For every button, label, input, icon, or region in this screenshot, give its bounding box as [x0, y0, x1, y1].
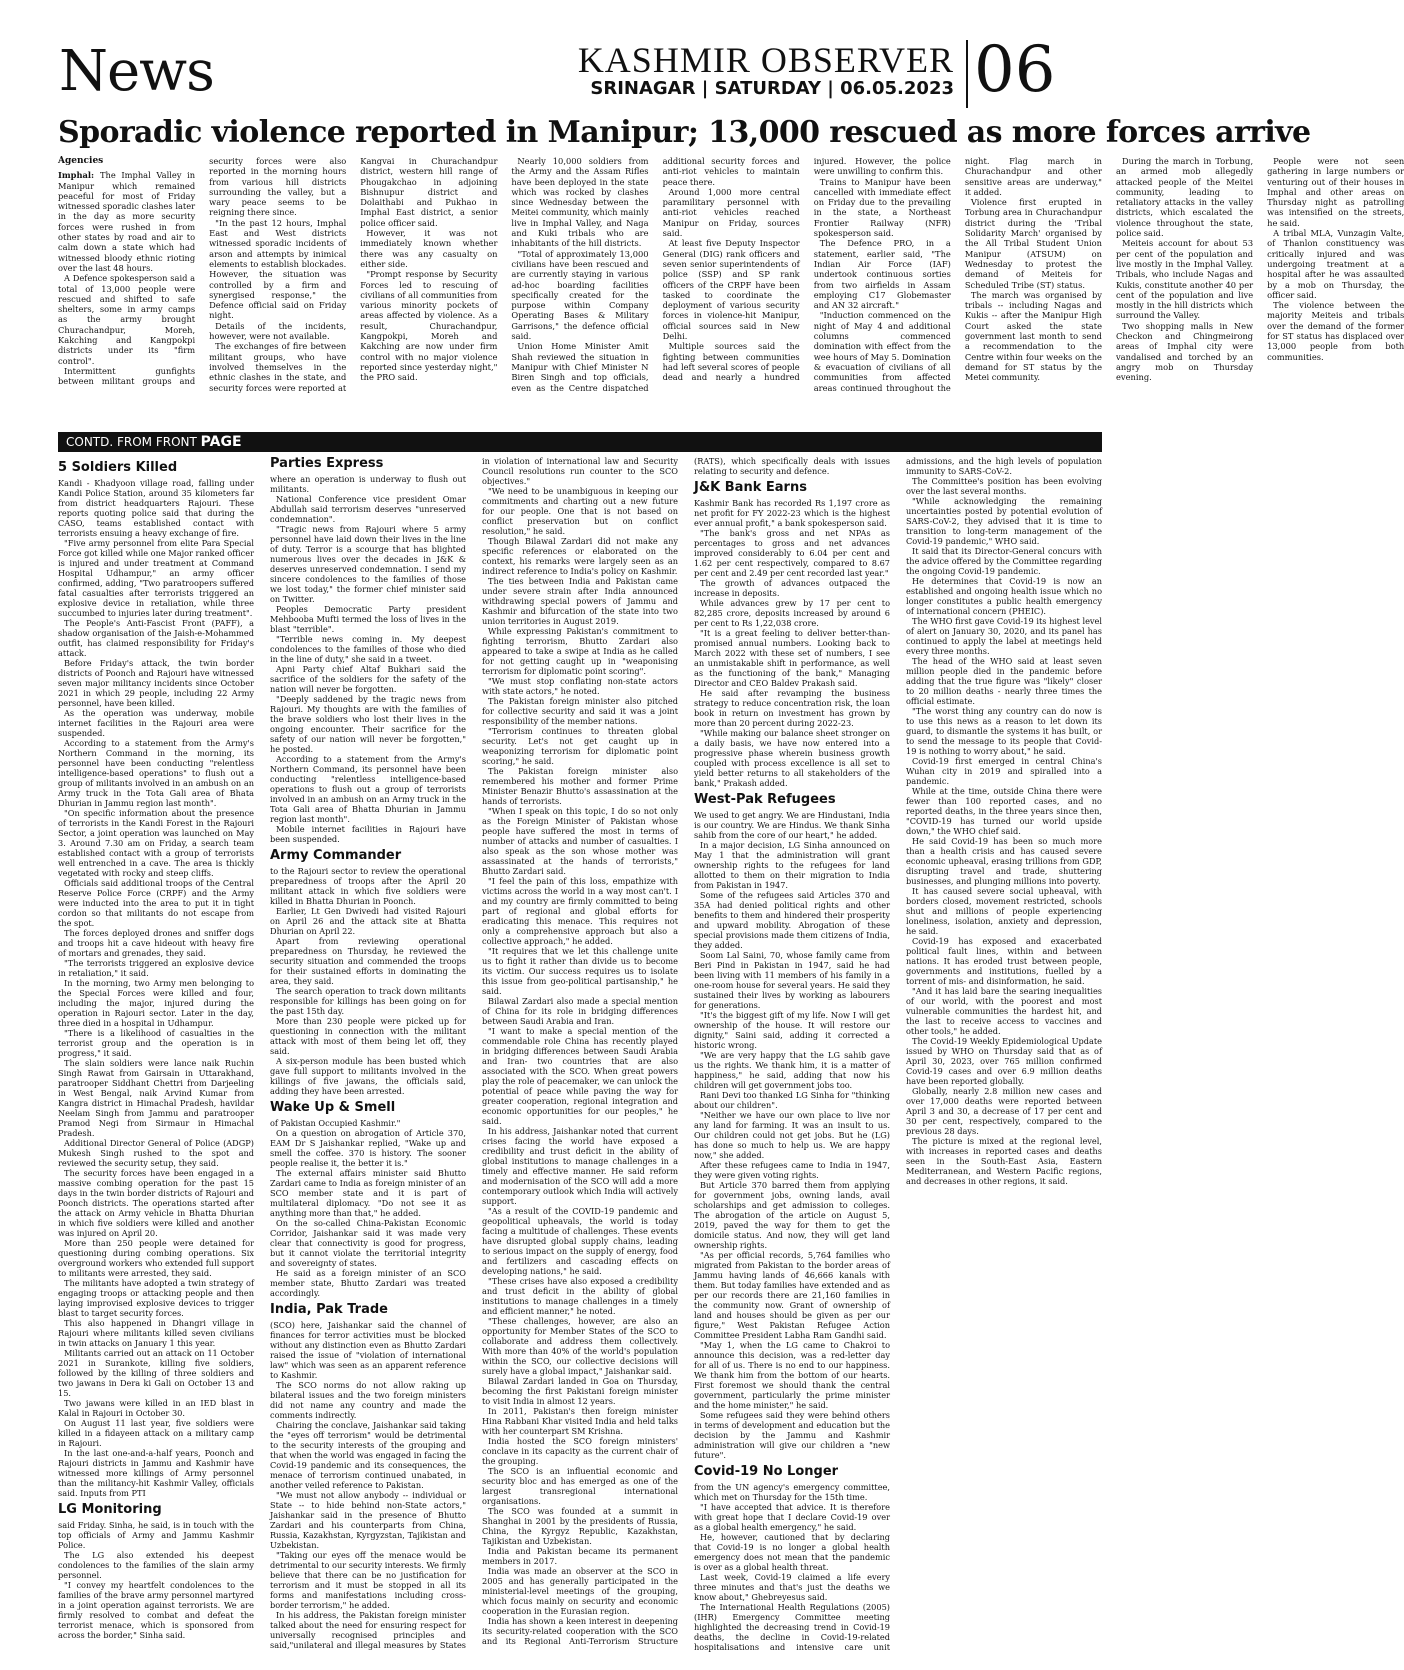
- story-paragraph: "It's the biggest gift of my life. Now I will get ownership of the house. It will restore our dignity," Saini said, adding it corrected a historic wrong.: [694, 1010, 890, 1050]
- lead-paragraph: Union Home Minister Amit Shah reviewed the situation in Manipur with Chief Minister N Biren Singh and top officials, even as the Centre dispatched additional security forces and anti-riot vehicles to maintain peace there.: [511, 156, 800, 393]
- lead-paragraph: Intermittent gunfights between militant groups and security forces were also reported in the morning hours from various hill districts surrounding the valley, but a wary peace seems to be reigning there since.: [58, 156, 347, 387]
- continued-story: [270, 456, 466, 844]
- lead-story: [58, 156, 1404, 396]
- story-paragraph: On August 11 last year, five soldiers were killed in a fidayeen attack on a military camp in Rajouri.: [58, 1418, 254, 1448]
- story-paragraph: The picture is mixed at the regional level, with increases in reported cases and deaths seen in the South-East Asia, Eastern Mediterranean, and Western Pacific regions, and decreases in other regions, it said.: [906, 1136, 1102, 1186]
- story-paragraph: "There is a likelihood of casualties in the terrorist group and the operation is in progress," it said.: [58, 1028, 254, 1058]
- story-paragraph: Additional Director General of Police (ADGP) Mukesh Singh rushed to the spot and reviewed the security setup, they said.: [58, 1138, 254, 1168]
- story-heading: Covid-19 No Longer: [694, 1464, 839, 1479]
- story-paragraph: of Pakistan Occupied Kashmir.": [270, 1118, 401, 1128]
- story-paragraph: "It requires that we let this challenge unite us to fight it rather than divide us to become its victim. Our success requires us to isolate this issue from geo-political partisanship," he said.: [482, 946, 678, 996]
- masthead: [0, 0, 1140, 112]
- story-paragraph: India has shown a keen interest in deepening its security-related cooperation with the SCO and its Regional Anti-Terrorism Structure (RATS), which specifically deals with issues relating to security and defence.: [482, 456, 890, 1646]
- story-paragraph: While expressing Pakistan's commitment to fighting terrorism, Bhutto Zardari also appeared to take a swipe at India as he called for not getting caught up in "weaponising terrorism for diplomatic point scoring".: [482, 626, 678, 676]
- story-heading: 5 Soldiers Killed: [58, 460, 178, 475]
- story-heading: India, Pak Trade: [270, 1302, 388, 1317]
- story-paragraph: "We must stop conflating non-state actors with state actors," he noted.: [482, 676, 678, 696]
- story-paragraph: Chairing the conclave, Jaishankar said taking the "eyes off terrorism" would be detrimental to the security interests of the grouping and that when the world was engaged in facing the Covid-19 pandemic and its consequences, the menace of terrorism continued unabated, in another veiled reference to Pakistan.: [270, 1420, 466, 1490]
- story-paragraph: "On specific information about the presence of terrorists in the Kandi Forest in the Rajouri Sector, a joint operation was launched on May 3. Around 7.30 am on Friday, a search team established contact with a group of terrorists well entrenched in a cave. The area is thickly vegetated with rocky and steep cliffs.: [58, 808, 254, 878]
- lead-paragraph: Multiple sources said the fighting between communities had left several scores of people dead and nearly a hundred injured. However, the police were unwilling to confirm this.: [662, 156, 951, 383]
- story-paragraph: The security forces have been engaged in a massive combing operation for the past 15 days in the twin border districts of Rajouri and Poonch districts. The operations started after the attack on Army vehicle in Bhatta Dhurian in which five soldiers were killed and another was injured on April 20.: [58, 1168, 254, 1238]
- story-paragraph: "When I speak on this topic, I do so not only as the Foreign Minister of Pakistan whose people have suffered the most in terms of number of attacks and number of casualties. I also speak as the son whose mother was assassinated at the hands of terrorists," Bhutto Zardari said.: [482, 806, 678, 876]
- story-paragraph: The WHO first gave Covid-19 its highest level of alert on January 30, 2020, and its panel has continued to apply the label at meetings held every three months.: [906, 616, 1102, 656]
- story-paragraph: He, however, cautioned that by declaring that Covid-19 is no longer a global health emergency does not mean that the pandemic is over as a global health threat.: [694, 1532, 890, 1572]
- story-paragraph: "While making our balance sheet stronger on a daily basis, we have now entered into a progressive phase wherein business growth coupled with process excellence is all set to yield better returns to all stakeholders of the bank," Prakash added.: [694, 728, 890, 788]
- story-paragraph: Apart from reviewing operational preparedness on Thursday, he reviewed the security situation and commended the troops for their sustained efforts in dominating the area, they said.: [270, 936, 466, 986]
- story-paragraph: Some refugees said they were behind others in terms of development and education but the decision by the Jammu and Kashmir administration will give our children a "new future".: [694, 1410, 890, 1460]
- story-paragraph: The LG also extended his deepest condolences to the families of the slain army personnel.: [58, 1550, 254, 1580]
- story-paragraph: "We must not allow anybody -- individual or State -- to hide behind non-State actors," Jaishankar said in the presence of Bhutto Zardari and his counterparts from China, Russia, Kazakhstan, Kyrgyzstan, Tajikistan and Uzbekistan.: [270, 1490, 466, 1550]
- lead-paragraph: During the march in Torbung, an armed mob allegedly attacked people of the Meitei community, leading to retaliatory attacks in the valley districts, which escalated the violence throughout the state, police said.: [1115, 156, 1254, 239]
- lead-paragraph: At least five Deputy Inspector General (DIG) rank officers and seven senior superintendents of police (SSP) and SP rank officers of the CRPF have been tasked to coordinate the deployment of various security forces in violence-hit Manipur, official sources said in New Delhi.: [662, 238, 800, 342]
- story-paragraph: "Taking our eyes off the menace would be detrimental to our security interests. We firmly believe that there can be no justification for terrorism and it must be stopped in all its forms and manifestations including cross-border terrorism," he added.: [270, 1550, 466, 1610]
- story-paragraph: "We are very happy that the LG sahib gave us the rights. We thank him, it is a matter of happiness," he said, adding that now his children will get government jobs too.: [694, 1050, 890, 1090]
- story-paragraph: "Five army personnel from elite Para Special Force got killed while one Major ranked officer is injured and under treatment at Command Hospital Udhampur," an army officer confirmed, adding, "Two paratroopers suffered fatal casualties after terrorists triggered an explosive device in retaliation, while three succumbed to injuries later during treatment".: [58, 538, 254, 618]
- story-paragraph: In his address, Jaishankar noted that current crises facing the world have exposed a credibility and trust deficit in the ability of global institutions to manage challenges in a timely and effective manner. He said reform and modernisation of the SCO will add a more contemporary outlook which India will actively support.: [482, 1126, 678, 1206]
- lead-paragraph: The march was organised by tribals -- including Nagas and Kukis -- after the Manipur High Court asked the state government last month to send a recommendation to the Centre within four weeks on the demand for ST status by the Metei community.: [964, 289, 1102, 383]
- story-paragraph: Earlier, Lt Gen Dwivedi had visited Rajouri on April 26 and the attack site at Bhatta Dhurian on April 22.: [270, 906, 466, 936]
- story-heading: LG Monitoring: [58, 1502, 162, 1517]
- lead-paragraph: "In the past 12 hours, Imphal East and West districts witnessed sporadic incidents of arson and attempts by inimical elements to establish blockades. However, the situation was controlled by a firm and synergised response," the Defence official said on Friday night.: [209, 217, 347, 321]
- story-paragraph: More than 250 people were detained for questioning during combing operations. Six overground workers who extended full support to militants were arrested, they said.: [58, 1238, 255, 1278]
- story-heading: Army Commander: [270, 848, 402, 863]
- story-paragraph: The People's Anti-Fascist Front (PAFF), a shadow organisation of the Jaish-e-Mohammed outfit, has claimed responsibility for Friday's attack.: [58, 618, 254, 658]
- story-paragraph: This also happened in Dhangri village in Rajouri where militants killed seven civilians in twin attacks on January 1 this year.: [58, 1318, 254, 1348]
- story-paragraph: We used to get angry. We are Hindustani, India is our country. We are Hindus. We thank Sinha sahib from the core of our heart," he added.: [694, 810, 890, 840]
- story-paragraph: Bilawal Zardari also made a special mention of China for its role in bridging differences between Saudi Arabia and Iran.: [482, 996, 678, 1026]
- lead-paragraph: Details of the incidents, however, were not available.: [209, 320, 347, 342]
- story-paragraph: He said as a foreign minister of an SCO member state, Bhutto Zardari was treated accordingly.: [270, 1268, 466, 1298]
- story-paragraph: "I want to make a special mention of the commendable role China has recently played in bridging differences between Saudi Arabia and Iran- two countries that are also associated with the SCO. When great powers play the role of peacemaker, we can unlock the potential of peace while paving the way for greater cooperation, regional integration and economic opportunities for our peoples," he said.: [482, 1026, 678, 1126]
- story-paragraph: The external affairs minister said Bhutto Zardari came to India as foreign minister of an SCO member state and it is part of multilateral diplomacy. "Do not see it as anything more than that," he added.: [270, 1168, 466, 1218]
- lead-paragraph: Two shopping malls in New Checkon and Chingmeirong areas of Imphal city were vandalised and torched by an angry mob on Thursday evening.: [1115, 320, 1254, 383]
- continued-from-front-bar: [58, 432, 1102, 452]
- story-heading: Parties Express: [270, 456, 384, 471]
- lead-paragraph: Meiteis account for about 53 per cent of the population and live mostly in the Imphal Valley. Tribals, who include Nagas and Kukis, constitute another 40 per cent of the population and live mostly in the hill districts which surround the Valley.: [1115, 238, 1254, 321]
- story-paragraph: The forces deployed drones and sniffer dogs and troops hit a cave hideout with heavy fire of mortars and grenades, they said.: [58, 928, 254, 958]
- story-paragraph: "As per official records, 5,764 families who migrated from Pakistan to the border areas of Jammu having lands of 46,666 kanals with them. But today families have extended and as per our records there are 21,160 families in the community now. Grant of ownership of land and houses should be given as per our figure," West Pakistan Refugee Action Committee President Labha Ram Gandhi said.: [694, 1250, 890, 1340]
- lead-paragraph: [58, 170, 195, 273]
- story-paragraph: Though Bilawal Zardari did not make any specific references or elaborated on the context, his remarks were largely seen as an indirect reference to India's policy on Kashmir.: [482, 536, 678, 576]
- continued-stories: [58, 456, 1102, 1652]
- story-paragraph: While advances grew by 17 per cent to 82,285 crore, deposits increased by around 6 per cent to Rs 1,22,038 crore.: [694, 598, 890, 628]
- story-paragraph: "I convey my heartfelt condolences to the families of the brave army personnel martyred in a joint operation against terrorists. We are firmly resolved to combat and defeat the terrorist menace, which is sponsored from across the border," Sinha said.: [58, 1580, 254, 1640]
- lead-paragraph: "Induction commenced on the night of May 4 and additional columns commenced domination with effect from the wee hours of May 5. Domination & evacuation of civilians of all communities from affected areas continued throughout the night. Flag march in Churachandpur and other sensitive areas are underway," it added.: [813, 156, 1102, 393]
- story-paragraph: In his address, the Pakistan foreign minister talked about the need for ensuring respect for universally recognised principles and said,"unilateral and illegal measures by States in violation of international law and Security Council resolutions run counter to the SCO objectives.": [270, 456, 678, 1650]
- story-paragraph: Bilawal Zardari landed in Goa on Thursday, becoming the first Pakistani foreign minister to visit India in almost 12 years.: [482, 1376, 678, 1406]
- story-paragraph: (SCO) here, Jaishankar said the channel of finances for terror activities must be blocked without any distinction even as Bhutto Zardari raised the issue of "violation of international law" which was seen as an apparent reference to Kashmir.: [270, 1320, 466, 1380]
- story-paragraph: India and Pakistan became its permanent members in 2017.: [482, 1546, 678, 1566]
- story-paragraph: "As a result of the COVID-19 pandemic and geopolitical upheavals, the world is today facing a multitude of challenges. These events have disrupted global supply chains, leading to serious impact on the supply of energy, food and fertilizers and cascading effects on developing nations," he said.: [482, 1206, 678, 1276]
- story-paragraph: Last week, Covid-19 claimed a life every three minutes and that's just the deaths we know about," Ghebreyesus said.: [694, 1572, 890, 1602]
- story-paragraph: After these refugees came to India in 1947, they were given voting rights.: [694, 1160, 890, 1180]
- story-paragraph: But Article 370 barred them from applying for government jobs, owning lands, avail scholarships and get admission to colleges. The abrogation of the article on August 5, 2019, paved the way for them to get the domicile status. And now, they will get land ownership rights.: [694, 1180, 890, 1250]
- story-paragraph: The SCO was founded at a summit in Shanghai in 2001 by the presidents of Russia, China, the Kyrgyz Republic, Kazakhstan, Tajikistan and Uzbekistan.: [482, 1506, 678, 1546]
- lead-paragraph: Violence first erupted in Torbung area in Churachandpur district during the 'Tribal Solidarity March' organised by the All Tribal Student Union Manipur (ATSUM) on Wednesday to protest the demand of Meiteis for Scheduled Tribe (ST) status.: [964, 197, 1102, 290]
- story-paragraph: "I feel the pain of this loss, empathize with victims across the world in a way most can't. I and my country are firmly committed to being part of regional and global efforts for eradicating this menace. This requires not only a comprehensive approach but also a collective approach," he added.: [482, 876, 678, 946]
- story-paragraph: It said that its Director-General concurs with the advice offered by the Committee regarding the ongoing Covid-19 pandemic.: [906, 546, 1102, 576]
- story-paragraph: The International Health Regulations (2005) (IHR) Emergency Committee meeting highlighted the decreasing trend in Covid-19 deaths, the decline in Covid-19-related hospitalisations and intensive care unit admissions, and the high levels of population immunity to SARS-CoV-2.: [694, 456, 1102, 1652]
- story-paragraph: In the last one-and-a-half years, Poonch and Rajouri districts in Jammu and Kashmir have witnessed more killings of Army personnel than the militancy-hit Kashmir Valley, officials said. Inputs from PTI: [58, 1448, 254, 1498]
- story-paragraph: "Neither we have our own place to live nor any land for farming. It was an insult to us. Our children could not get jobs. But he (LG) has done so much to help us. We are happy now," she added.: [694, 1110, 890, 1160]
- story-paragraph: "I have accepted that advice. It is therefore with great hope that I declare Covid-19 over as a global health emergency," he said.: [694, 1502, 890, 1532]
- story-paragraph: "The terrorists triggered an explosive device in retaliation," it said.: [58, 958, 254, 978]
- story-paragraph: from the UN agency's emergency committee, which met on Thursday for the 15th time.: [694, 1482, 890, 1502]
- story-paragraph: said Friday. Sinha, he said, is in touch with the top officials of Army and Jammu Kashmir Police.: [58, 1520, 254, 1550]
- story-paragraph: "Deeply saddened by the tragic news from Rajouri. My thoughts are with the families of the brave soldiers who lost their lives in the ongoing encounter. Their sacrifice for the safety of our nation will never be forgotten," he posted.: [270, 694, 466, 754]
- story-paragraph: "We need to be unambiguous in keeping our commitments and charting out a new future for our people. One that is not based on conflict preservation but on conflict resolution," he said.: [482, 486, 678, 536]
- story-paragraph: On the so-called China-Pakistan Economic Corridor, Jaishankar said it was made very clear that connectivity is good for progress, but it cannot violate the territorial integrity and sovereignty of states.: [270, 1218, 466, 1268]
- paper-name: KASHMIR OBSERVER: [577, 40, 954, 80]
- story-paragraph: In 2011, Pakistan's then foreign minister Hina Rabbani Khar visited India and held talks with her counterpart SM Krishna.: [482, 1406, 678, 1436]
- story-paragraph: "It is a great feeling to deliver better-than-promised annual numbers. Looking back to March 2022 with these set of numbers, I see an unmistakable shift in performance, as well as the functioning of the bank," Managing Director and CEO Baldev Prakash said.: [694, 628, 890, 688]
- story-paragraph: In the morning, two Army men belonging to the Special Forces were killed and four, including the major, injured during the operation in Rajouri sector. Later in the day, three died in a hospital in Udhampur.: [58, 978, 254, 1028]
- story-dateline: Imphal:: [58, 170, 100, 181]
- story-paragraph: "May 1, when the LG came to Chakroi to announce this decision, was a red-letter day for all of us. There is no end to our happiness. We thank him from the bottom of our hearts. First foremost we should thank the central government, particularly the prime minister and the home minister," he said.: [694, 1340, 890, 1410]
- masthead-divider: [966, 40, 968, 108]
- story-paragraph: The search operation to track down militants responsible for killings has been going on for the past 15th day.: [270, 986, 466, 1016]
- story-heading: J&K Bank Earns: [694, 480, 807, 495]
- story-paragraph: The Committee's position has been evolving over the last several months.: [906, 476, 1102, 496]
- story-paragraph: He said Covid-19 has been so much more than a health crisis and has caused severe economic upheaval, erasing trillions from GDP, disrupting travel and trade, shuttering businesses, and plunging millions into poverty.: [906, 836, 1102, 886]
- story-heading: West-Pak Refugees: [694, 792, 836, 807]
- story-paragraph: Apni Party chief Altaf Bukhari said the sacrifice of the soldiers for the safety of the nation will never be forgotten.: [270, 664, 466, 694]
- continued-story: [270, 1100, 466, 1298]
- story-paragraph: A six-person module has been busted which gave full support to militants involved in the killings of five jawans, the officials said, adding they have been arrested.: [270, 1056, 466, 1096]
- story-paragraph: Kandi - Khadyoon village road, falling under Kandi Police Station, around 35 kilometers far from district headquarters Rajouri. These reports quoting police said that during the CASO, teams established contact with terrorists ensuing a heavy exchange of fire.: [58, 478, 254, 538]
- story-paragraph: As the operation was underway, mobile internet facilities in the Rajouri area were suspended.: [58, 708, 254, 738]
- story-paragraph: The head of the WHO said at least seven million people died in the pandemic before adding that the true figure was "likely" closer to 20 million deaths - nearly three times the official estimate.: [906, 656, 1102, 706]
- story-paragraph: The Covid-19 Weekly Epidemiological Update issued by WHO on Thursday said that as of April 30, 2023, over 765 million confirmed Covid-19 cases and over 6.9 million deaths have been reported globally.: [906, 1036, 1102, 1086]
- byline: Agencies: [58, 156, 104, 166]
- lead-paragraph: The Defence PRO, in a statement, earlier said, "The Indian Air Force (IAF) undertook continuous sorties from two airfields in Assam employing C17 Globemaster and AN 32 aircraft.": [813, 238, 951, 311]
- continued-story: [58, 1502, 254, 1640]
- lead-paragraph: A tribal MLA, Vunzagin Valte, of Thanlon constituency was critically injured and was undergoing treatment at a hospital after he was assaulted by a mob on Thursday, the officer said.: [1267, 228, 1404, 300]
- story-paragraph: The ties between India and Pakistan came under severe strain after India announced withdrawing special powers of Jammu and Kashmir and bifurcation of the state into two union territories in August 2019.: [482, 576, 678, 626]
- story-heading: Wake Up & Smell: [270, 1100, 396, 1115]
- lead-paragraph: "Prompt response by Security Forces led to rescuing of civilians of all communities from various minority pockets of areas affected by violence. As a result, Churachandpur, Kangpokpi, Moreh and Kakching are now under firm control with no major violence reported since yesterday night," the PRO said.: [360, 269, 498, 383]
- contd-label: CONTD. FROM FRONT: [66, 435, 201, 449]
- section-title: News: [59, 39, 214, 104]
- lead-paragraph: Around 1,000 more central paramilitary personnel with anti-riot vehicles reached Manipur on Friday, sources said.: [662, 186, 800, 239]
- story-paragraph: While at the time, outside China there were fewer than 100 reported cases, and no reported deaths, in the three years since then, "COVID-19 has turned our world upside down," the WHO chief said.: [906, 786, 1102, 836]
- continued-story: [270, 848, 466, 1096]
- story-paragraph: The militants have adopted a twin strategy of engaging troops or attacking people and then laying improvised explosive devices to trigger blast to target security forces.: [58, 1278, 254, 1318]
- story-paragraph: Militants carried out an attack on 11 October 2021 in Surankote, killing five soldiers, followed by the killing of three soldiers and two jawans in Dera ki Gali on October 13 and 15.: [58, 1348, 254, 1398]
- story-paragraph: It has caused severe social upheaval, with borders closed, movement restricted, schools shut and millions of people experiencing loneliness, isolation, anxiety and depression, he said.: [906, 886, 1102, 936]
- story-paragraph: Some of the refugees said Articles 370 and 35A had denied political rights and other benefits to them and hindered their prosperity and upward mobility. Abrogation of these special provisions made them citizens of India, they added.: [694, 890, 890, 950]
- story-paragraph: Rani Devi too thanked LG Sinha for "thinking about our children".: [694, 1090, 890, 1110]
- continued-story: [694, 792, 890, 1460]
- continued-story: [58, 460, 254, 1498]
- story-paragraph: where an operation is underway to flush out militants.: [270, 474, 466, 494]
- story-paragraph: "The worst thing any country can do now is to use this news as a reason to let down its guard, to dismantle the systems it has built, or to send the message to its people that Covid-19 is nothing to worry about," he said.: [906, 706, 1102, 756]
- story-paragraph: India hosted the SCO foreign ministers' conclave in its capacity as the current chair of the grouping.: [482, 1436, 678, 1466]
- story-paragraph: "And it has laid bare the searing inequalities of our world, with the poorest and most vulnerable communities the hardest hit, and the last to receive access to vaccines and other tools," he added.: [906, 986, 1102, 1036]
- lead-paragraph: A Defence spokesperson said a total of 13,000 people were rescued and shifted to safe shelters, some in army camps as the army brought Churachandpur, Moreh, Kakching and Kangpokpi districts under its "firm control".: [58, 273, 196, 366]
- story-paragraph: The SCO norms do not allow raking up bilateral issues and the two foreign ministers did not name any country and made the comments indirectly.: [270, 1380, 466, 1420]
- story-paragraph: Peoples Democratic Party president Mehbooba Mufti termed the loss of lives in the blast "terrible".: [270, 604, 466, 634]
- lead-paragraph: People were not seen gathering in large numbers or venturing out of their houses in Imphal and other areas on Thursday night as patrolling was intensified on the streets, he said.: [1267, 156, 1404, 228]
- story-paragraph: "The bank's gross and net NPAs as percentages to gross and net advances improved considerably to 6.04 per cent and 1.62 per cent respectively, compared to 8.67 per cent and 2.49 per cent recorded last year.": [694, 528, 890, 578]
- story-paragraph: Officials said additional troops of the Central Reserve Police Force (CRPF) and the Army were inducted into the area to put it in tight cordon so that militants do not escape from the spot.: [58, 878, 254, 928]
- story-paragraph: According to a statement from the Army's Northern Command in the morning, its personnel have been conducting "relentless intelligence-based operations" to flush out a group of militants involved in an ambush on an Army truck in the Tota Gali area of Bhata Dhurian in Jammu region last month".: [58, 738, 254, 808]
- story-paragraph: Globally, nearly 2.8 million new cases and over 17,000 deaths were reported between April 3 and 30, a decrease of 17 per cent and 30 per cent, respectively, compared to the previous 28 days.: [906, 1086, 1102, 1136]
- story-paragraph: "Tragic news from Rajouri where 5 army personnel have laid down their lives in the line of duty. Terror is a scourge that has blighted numerous lives over the decades in J&K & deserves unreserved condemnation. I send my sincere condolences to the families of those we lost today," the former chief minister said on Twitter.: [270, 524, 466, 604]
- story-paragraph: Two jawans were killed in an IED blast in Kalal in Rajouri in October 30.: [58, 1398, 254, 1418]
- page-number: 06: [974, 33, 1056, 107]
- lead-paragraph: Trains to Manipur have been cancelled with immediate effect on Friday due to the prevailing in the state, a Northeast Frontier Railway (NFR) spokesperson said.: [813, 176, 951, 239]
- story-paragraph: "Terrible news coming in. My deepest condolences to the families of those who died in the line of duty," she said in a tweet.: [270, 634, 466, 664]
- story-paragraph: The SCO is an influential economic and security bloc and has emerged as one of the largest transregional international organisations.: [482, 1466, 678, 1506]
- story-paragraph: Covid-19 has exposed and exacerbated political fault lines, within and between nations. It has eroded trust between people, governments and institutions, fuelled by a torrent of mis- and disinformation, he said.: [906, 936, 1102, 986]
- story-paragraph: He determines that Covid-19 is now an established and ongoing health issue which no longer constitutes a public health emergency of international concern (PHEIC).: [906, 576, 1102, 616]
- lead-paragraph: However, it was not immediately known whether there was any casualty on either side.: [360, 228, 498, 269]
- story-paragraph: The growth of advances outpaced the increase in deposits.: [694, 578, 890, 598]
- story-paragraph: The Pakistan foreign minister also remembered his mother and former Prime Minister Benazir Bhutto's assassination at the hands of terrorists.: [482, 766, 678, 806]
- story-paragraph: The slain soldiers were lance naik Ruchin Singh Rawat from Gairsain in Uttarakhand, paratrooper Siddhant Chettri from Darjeeling in West Bengal, naik Arvind Kumar from Kangra district in Himachal Pradesh, havildar Neelam Singh from Jammu and paratrooper Pramod Negi from Sirmaur in Himachal Pradesh.: [58, 1058, 254, 1138]
- story-paragraph: Covid-19 first emerged in central China's Wuhan city in 2019 and spiralled into a pandemic.: [906, 756, 1102, 786]
- lead-paragraph: The violence between the majority Meiteis and tribals over the demand of the former for ST status has displaced over 13,000 people from both communities.: [1267, 300, 1404, 362]
- paper-dateline: SRINAGAR | SATURDAY | 06.05.2023: [590, 78, 954, 99]
- story-paragraph: On a question on abrogation of Article 370, EAM Dr S Jaishankar replied, "Wake up and smell the coffee. 370 is history. The sooner people realise it, the better it is.": [270, 1128, 466, 1168]
- story-paragraph: Mobile internet facilities in Rajouri have been suspended.: [270, 824, 466, 844]
- story-paragraph: In a major decision, LG Sinha announced on May 1 that the administration will grant ownership rights to the refugees for land allotted to them on their migration to India from Pakistan in 1947.: [694, 840, 890, 890]
- lead-paragraph: The exchanges of fire between militant groups, who have involved themselves in the ethnic clashes in the state, and security forces were reported at Kangvai in Churachandpur district, western hill range of Phougakchao in adjoining Bishnupur district and Dolaithabi and Pukhao in Imphal East district, a senior police officer said.: [209, 156, 498, 393]
- story-paragraph: to the Rajouri sector to review the operational preparedness of troops after the April 20 militant attack in which five soldiers were killed in Bhatta Dhurian in Poonch.: [270, 866, 466, 906]
- lead-paragraph-text: The Imphal Valley in Manipur which remained peaceful for most of Friday witnessed sporadic clashes later in the day as more security forces were rushed in from other states by road and air to calm down a state which had witnessed bloody ethnic rioting over the last 48 hours.: [58, 170, 196, 273]
- story-paragraph: "Terrorism continues to threaten global security. Let's not get caught up in weaponizing terrorism for diplomatic point scoring," he said.: [482, 726, 678, 766]
- story-paragraph: India was made an observer at the SCO in 2005 and has generally participated in the ministerial-level meetings of the grouping, which focus mainly on security and economic cooperation in the Eurasian region.: [482, 1566, 678, 1616]
- lead-paragraph: Nearly 10,000 soldiers from the Army and the Assam Rifles have been deployed in the state which was rocked by clashes since Wednesday between the Meitei community, which mainly live in Imphal Valley, and Naga and Kuki tribals who are inhabitants of the hill districts.: [511, 156, 649, 249]
- story-paragraph: Soom Lal Saini, 70, whose family came from Beri Pind in Pakistan in 1947, said he had been living with 11 members of his family in a one-room house for several years. He said they sustained their lives by working as labourers for generations.: [694, 950, 890, 1010]
- lead-headline: Sporadic violence reported in Manipur; 13,000 rescued as more forces arrive: [58, 115, 1311, 150]
- story-paragraph: The Pakistan foreign minister also pitched for collective security and said it was a joint responsibility of the member nations.: [482, 696, 678, 726]
- story-paragraph: According to a statement from the Army's Northern Command, its personnel have been conducting "relentless intelligence-based operations to flush out a group of terrorists involved in an ambush on an Army truck in the Tota Gali area of Bhatta Dhurian in Jammu region last month".: [270, 754, 466, 824]
- story-paragraph: More than 230 people were picked up for questioning in connection with the militant attack with most of them being let off, they said.: [270, 1016, 466, 1056]
- story-paragraph: "These challenges, however, are also an opportunity for Member States of the SCO to collaborate and address them collectively. With more than 40% of the world's population within the SCO, our collective decisions will surely have a global impact," Jaishankar said.: [482, 1316, 678, 1376]
- contd-label-bold: PAGE: [200, 434, 242, 450]
- story-paragraph: He said after revamping the business strategy to reduce concentration risk, the loan book in return on investment has grown by more than 20 percent during 2022-23.: [694, 688, 890, 728]
- story-paragraph: Before Friday's attack, the twin border districts of Poonch and Rajouri have witnessed seven major militancy incidents since October 2021 in which 29 people, including 22 Army personnel, have been killed.: [58, 658, 254, 708]
- lead-paragraph: "Total of approximately 13,000 civilians have been rescued and are currently staying in various ad-hoc boarding facilities specifically created for the purpose within Company Operating Bases & Military Garrisons," the defence official said.: [511, 248, 649, 342]
- story-paragraph: "While acknowledging the remaining uncertainties posted by potential evolution of SARS-CoV-2, they advised that it is time to transition to long-term management of the Covid-19 pandemic," WHO said.: [906, 496, 1102, 546]
- continued-story: [694, 480, 890, 788]
- story-paragraph: "These crises have also exposed a credibility and trust deficit in the ability of global institutions to manage challenges in a timely and efficient manner," he noted.: [482, 1276, 678, 1316]
- story-paragraph: Kashmir Bank has recorded Rs 1,197 crore as net profit for FY 2022-23 which is the highest ever annual profit," a bank spokesperson said.: [694, 498, 890, 528]
- story-paragraph: National Conference vice president Omar Abdullah said terrorism deserves "unreserved condemnation".: [270, 494, 466, 524]
